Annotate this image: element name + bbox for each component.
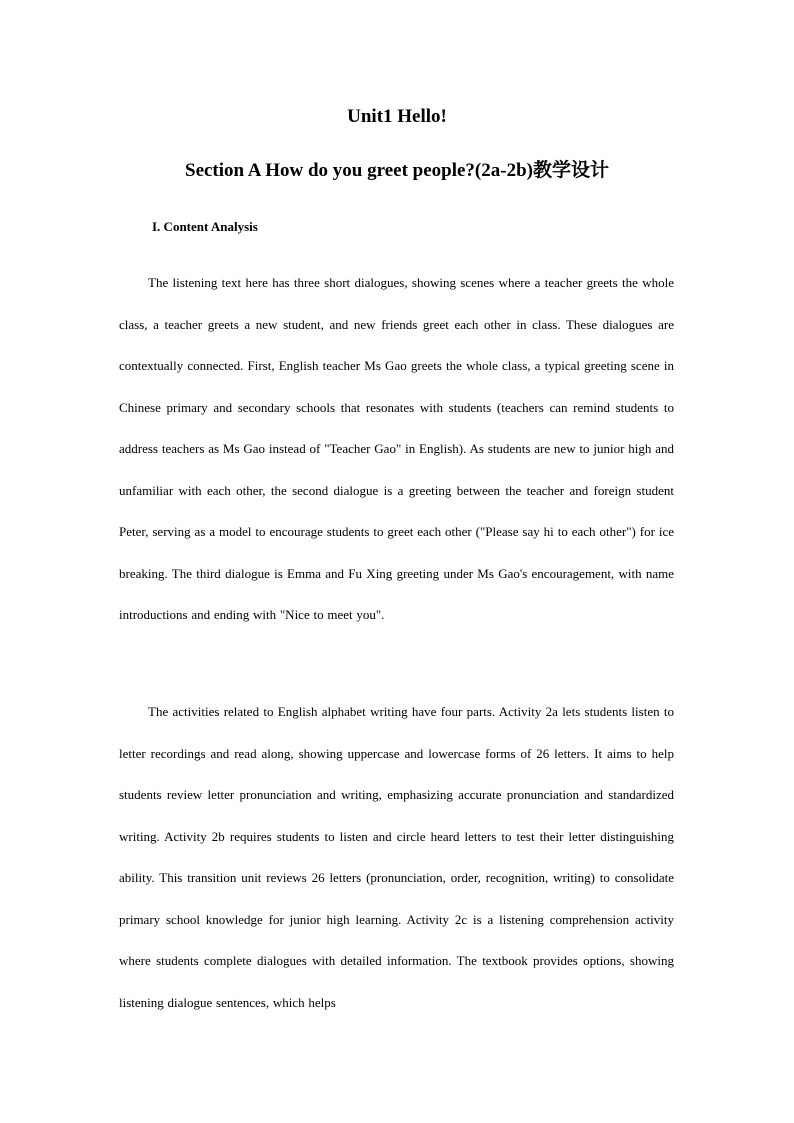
section-heading: I. Content Analysis: [152, 219, 258, 234]
document-subtitle: Section A How do you greet people?(2a-2b)教学设计: [185, 160, 609, 181]
paragraph: The activities related to English alphabet writing have four parts. Activity 2a lets students listen to letter recordings and read along, showing uppercase and lowercase forms of 26 letters. It aims to help students review letter pronunciation and writing, emphasizing accurate pronunciation and standardized writing. Activity 2b requires students to listen and circle heard letters to test their letter distinguishing ability. This transition unit reviews 26 letters (pronunciation, order, recognition, writing) to consolidate primary school knowledge for junior high learning. Activity 2c is a listening comprehension activity where students complete dialogues with detailed information. The textbook provides options, showing listening dialogue sentences, which helps: [119, 704, 674, 1010]
paragraph: The listening text here has three short dialogues, showing scenes where a teacher greets the whole class, a teacher greets a new student, and new friends greet each other in class. These dialogues are contextually connected. First, English teacher Ms Gao greets the whole class, a typical greeting scene in Chinese primary and secondary schools that resonates with students (teachers can remind students to address teachers as Ms Gao instead of "Teacher Gao" in English). As students are new to junior high and unfamiliar with each other, the second dialogue is a greeting between the teacher and foreign student Peter, serving as a model to encourage students to greet each other ("Please say hi to each other") for ice breaking. The third dialogue is Emma and Fu Xing greeting under Ms Gao's encouragement, with name introductions and ending with "Nice to meet you".: [119, 275, 674, 622]
document-title: Unit1 Hello!: [347, 106, 447, 127]
